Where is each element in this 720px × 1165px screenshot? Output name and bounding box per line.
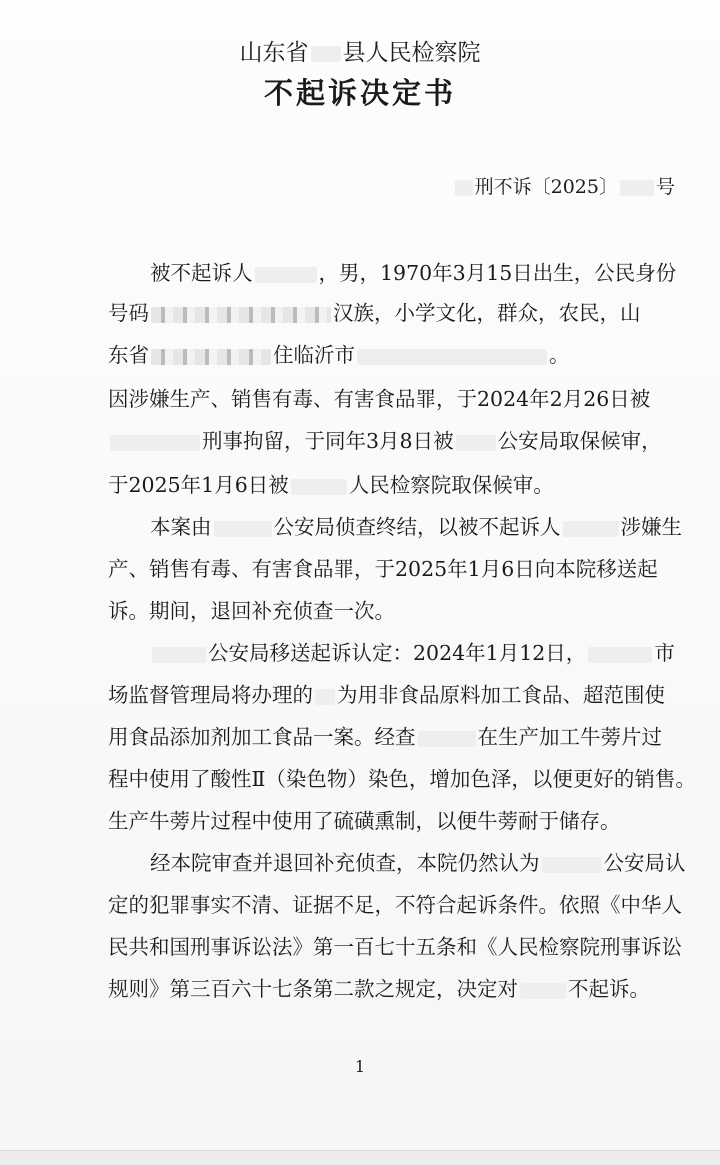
text: 号码: [108, 301, 149, 325]
text: 本案由: [150, 515, 212, 539]
paragraph-line: 民共和国刑事诉讼法》第一百七十五条和《人民检察院刑事诉讼: [108, 935, 682, 959]
text: 不起诉。: [568, 977, 650, 1001]
text: 住临沂市: [273, 343, 355, 367]
text: 被不起诉人: [150, 261, 253, 285]
text: ，男，1970年3月15日出生，公民身份: [318, 261, 677, 285]
text: 于2025年1月6日被: [108, 473, 289, 497]
text: 为用非食品原料加工食品、超范围使: [337, 683, 665, 707]
paragraph-line: [150, 638, 690, 668]
redaction: [151, 307, 331, 323]
text: 公安局侦查终结，以被不起诉人: [273, 515, 561, 539]
paragraph-line: [108, 470, 688, 500]
redaction: [291, 479, 347, 495]
redaction: [620, 180, 654, 196]
paragraph-line: [150, 848, 690, 878]
paragraph-line: [108, 680, 688, 710]
paragraph-line: 因涉嫌生产、销售有毒、有害食品罪，于2024年2月26日被: [108, 387, 651, 411]
text: 经本院审查并退回补充侦查，本院仍然认为: [150, 851, 540, 875]
doc-number-suffix: 号: [655, 176, 675, 198]
redaction: [315, 689, 335, 705]
org-prefix: 山东省: [239, 40, 309, 66]
text: 用食品添加剂加工食品一案。经查: [108, 725, 416, 749]
redaction: [214, 521, 272, 537]
next-page-edge: [0, 1150, 720, 1165]
redaction: [542, 857, 602, 873]
redaction: [520, 983, 566, 999]
document-number: [0, 172, 720, 202]
text: 涉嫌生: [620, 515, 682, 539]
redaction: [151, 349, 271, 365]
text: 在生产加工牛蒡片过: [477, 725, 662, 749]
text: 东省: [108, 343, 149, 367]
paragraph-line: 诉。期间，退回补充侦查一次。: [108, 599, 395, 623]
doc-number-prefix: 刑不诉〔2025〕: [474, 176, 618, 198]
text: 人民检察院取保候审。: [348, 473, 554, 497]
text: 公安局移送起诉认定：2024年1月12日，: [208, 641, 587, 665]
text: 规则》第三百六十七条第二款之规定，决定对: [108, 977, 518, 1001]
paragraph-line: [108, 722, 688, 752]
document-title: 不起诉决定书: [263, 76, 456, 110]
text: 市: [654, 641, 675, 665]
redaction: [311, 46, 341, 62]
redaction: [588, 647, 652, 663]
paragraph-line: 产、销售有毒、有害食品罪，于2025年1月6日向本院移送起: [108, 557, 658, 581]
paragraph-line: 生产牛蒡片过程中使用了硫磺熏制，以便牛蒡耐于储存。: [108, 809, 621, 833]
redaction: [456, 435, 496, 451]
paragraph-line: 定的犯罪事实不清、证据不足，不符合起诉条件。依照《中华人: [108, 893, 682, 917]
redaction: [357, 349, 547, 365]
text: 刑事拘留，于同年3月8日被: [202, 429, 454, 453]
paragraph-line: [108, 340, 688, 370]
redaction: [110, 435, 200, 451]
paragraph-line: [108, 974, 688, 1004]
issuing-organization: [0, 38, 720, 68]
org-suffix: 县人民检察院: [342, 40, 481, 66]
page-number: 1: [354, 1057, 366, 1076]
redaction: [563, 521, 619, 537]
paragraph-line: 程中使用了酸性Ⅱ（染色物）染色，增加色泽，以便更好的销售。: [108, 767, 696, 791]
paragraph-line: [150, 512, 690, 542]
text: 公安局取保候审，: [497, 429, 662, 453]
redaction: [255, 267, 317, 283]
redaction: [152, 647, 206, 663]
paragraph-line: [108, 298, 688, 328]
text: 。: [549, 343, 570, 367]
paragraph-line: [150, 258, 690, 288]
redaction: [455, 180, 473, 196]
redaction: [418, 731, 476, 747]
text: 汉族，小学文化，群众，农民，山: [333, 301, 641, 325]
paragraph-line: [108, 426, 688, 456]
text: 公安局认: [603, 851, 686, 875]
text: 场监督管理局将办理的: [108, 683, 313, 707]
